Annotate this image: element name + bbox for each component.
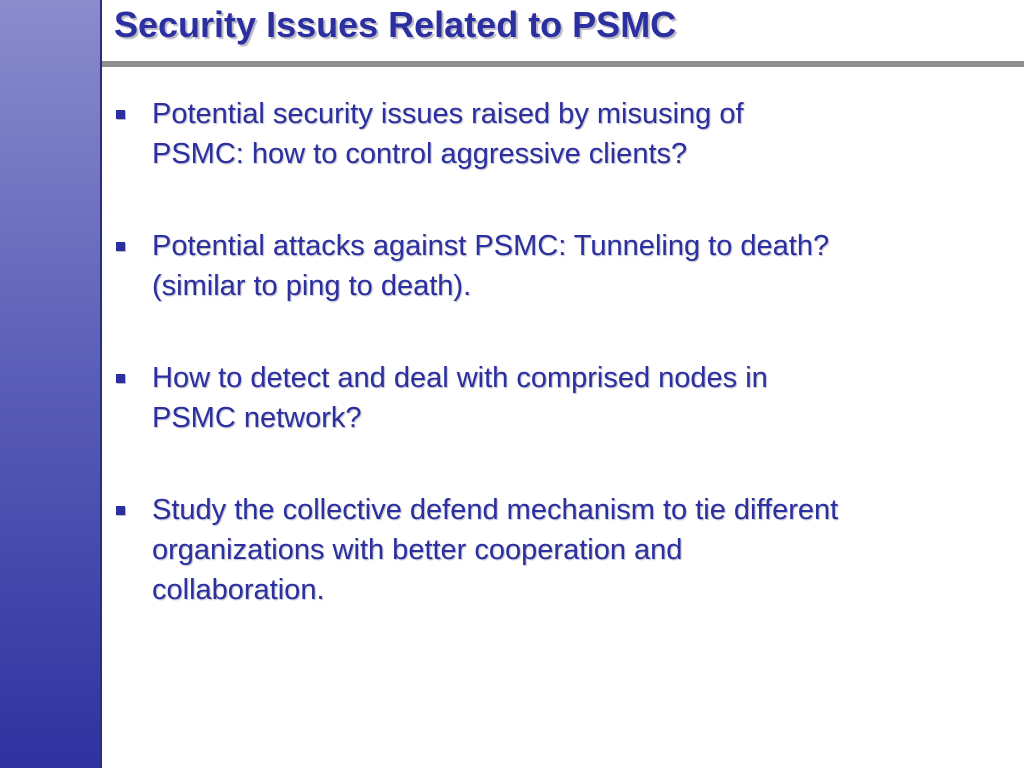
bullet-line: PSMC network? — [152, 402, 362, 434]
bullet-item-attacks — [114, 226, 994, 306]
bullet-line: How to detect and deal with comprised nodes in — [152, 362, 768, 394]
bullet-line: PSMC: how to control aggressive clients? — [152, 138, 688, 170]
bullet-list — [114, 94, 994, 662]
square-bullet-icon — [116, 506, 125, 515]
bullet-line: (similar to ping to death). — [152, 270, 472, 302]
bullet-line: Potential security issues raised by misusing of — [152, 98, 744, 130]
bullet-item-compromised-nodes — [114, 358, 994, 438]
title-divider — [102, 61, 1024, 67]
square-bullet-icon — [116, 242, 125, 251]
bullet-line: organizations with better cooperation and — [152, 534, 683, 566]
bullet-line: collaboration. — [152, 574, 325, 606]
slide-title: Security Issues Related to PSMC — [114, 4, 677, 45]
bullet-line: Study the collective defend mechanism to tie different — [152, 494, 839, 526]
bullet-line: Potential attacks against PSMC: Tunneling to death? — [152, 230, 830, 262]
bullet-item-security-issues — [114, 94, 994, 174]
square-bullet-icon — [116, 110, 125, 119]
bullet-item-collective-defense — [114, 490, 994, 610]
square-bullet-icon — [116, 374, 125, 383]
slide-sidebar — [0, 0, 102, 768]
